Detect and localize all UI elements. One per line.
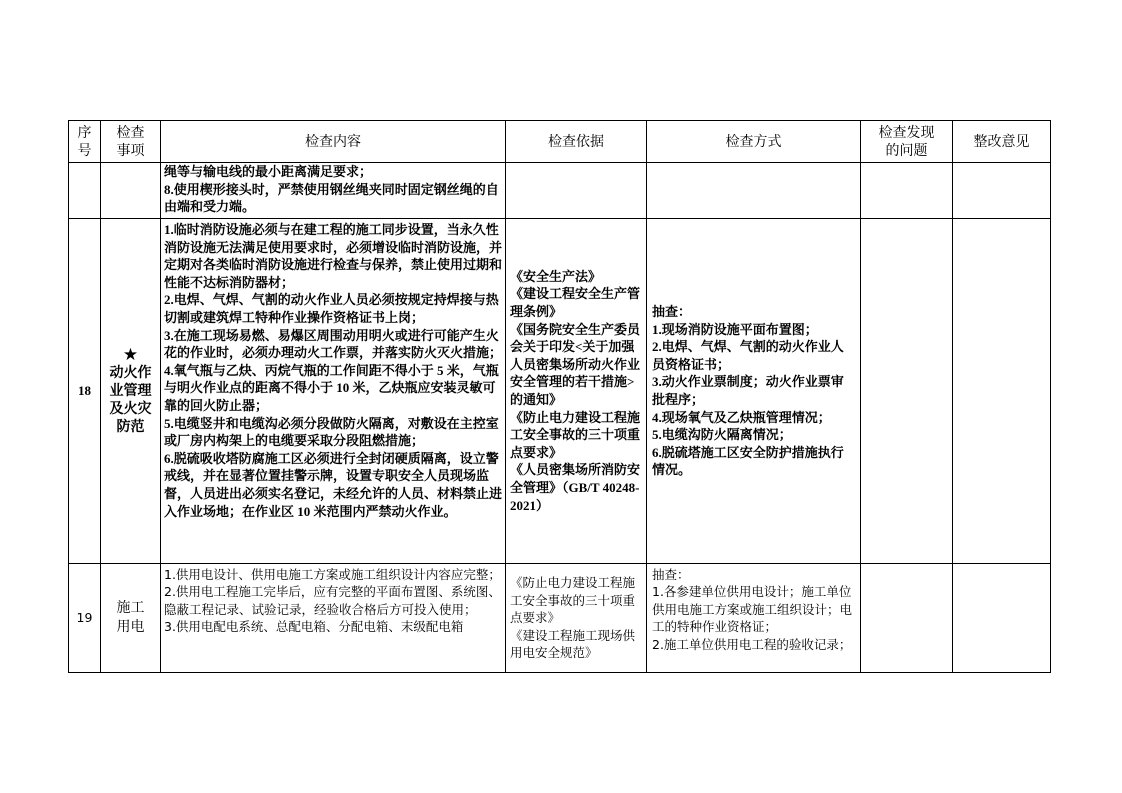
row-item: 动火作业管理及火灾防范 xyxy=(109,365,152,435)
method-item: 6.脱硫塔施工区安全防护措施执行情况。 xyxy=(652,444,844,478)
method-item: 2.电焊、气焊、气割的动火作业人员资格证书； xyxy=(652,339,844,372)
table-row xyxy=(69,219,1051,564)
row-issues-cell xyxy=(861,219,953,564)
header-content: 检查内容 xyxy=(161,121,506,163)
row-content-cell xyxy=(161,219,506,564)
content-item: 6.脱硫吸收塔防腐施工区必须进行全封闭硬质隔离，设立警戒线，并在显著位置挂警示牌，设置专职安全人员现场监督，人员进出必须实名登记，未经允许的人员、材料禁止进入作业场地；在作业区 10 米范围内严禁动火作业。 xyxy=(164,450,502,519)
basis-item: 《安全生产法》 xyxy=(510,268,602,284)
row-issues-cell xyxy=(861,564,953,673)
row-rectification-cell xyxy=(953,564,1051,673)
content-item: 8.使用楔形接头时，严禁使用钢丝绳夹同时固定钢丝绳的自由端和受力端。 xyxy=(164,181,499,215)
header-method: 检查方式 xyxy=(647,121,861,163)
row-method-cell xyxy=(647,219,861,564)
header-item: 检查事项 xyxy=(101,121,161,163)
row-method-cell xyxy=(647,163,861,219)
row-basis-cell xyxy=(506,564,647,673)
row-basis-cell xyxy=(506,219,647,564)
table-row xyxy=(69,564,1051,673)
row-rectification-cell xyxy=(953,219,1051,564)
method-item: 4.现场氧气及乙炔瓶管理情况； xyxy=(652,409,831,425)
row-content-cell xyxy=(161,564,506,673)
content-item: 3.在施工现场易燃、易爆区周围动用明火或进行可能产生火花的作业时，必须办理动火工作票，并落实防火灭火措施； xyxy=(164,327,502,361)
header-rectification: 整改意见 xyxy=(953,121,1051,163)
row-item-cell xyxy=(101,163,161,219)
row-no-cell xyxy=(69,163,101,219)
basis-item: 《人员密集场所消防安全管理》（GB/T 40248-2021） xyxy=(510,462,641,513)
row-item: 施工用电 xyxy=(101,564,161,673)
row-method-cell xyxy=(647,564,861,673)
method-item: 抽查： xyxy=(652,567,690,582)
header-row xyxy=(69,121,1051,163)
row-no: 19 xyxy=(69,564,101,673)
method-item: 抽查： xyxy=(652,304,692,320)
row-issues-cell xyxy=(861,163,953,219)
row-basis-cell xyxy=(506,163,647,219)
content-item: 4.氧气瓶与乙炔、丙烷气瓶的工作间距不得小于 5 米，气瓶与明火作业点的距离不得小于 10 米，乙炔瓶应安装灵敏可靠的回火防止器； xyxy=(164,362,499,413)
row-rectification-cell xyxy=(953,163,1051,219)
header-no: 序号 xyxy=(69,121,101,163)
content-item: 2.供用电工程施工完毕后，应有完整的平面布置图、系统图、隐蔽工程记录、试验记录，经验收合格后方可投入使用； xyxy=(164,584,501,617)
basis-item: 《建设工程安全生产管理条例》 xyxy=(510,286,641,320)
content-item: 3.供用电配电系统、总配电箱、分配电箱、末级配电箱 xyxy=(164,619,464,635)
basis-item: 《防止电力建设工程施工安全事故的三十项重点要求》 xyxy=(510,409,641,460)
row-no: 18 xyxy=(69,219,101,564)
content-item: 2.电焊、气焊、气割的动火作业人员必须按规定持焊接与热切割或建筑焊工特种作业操作资格证书上岗； xyxy=(164,292,499,325)
star-icon xyxy=(109,346,152,365)
content-item: 1.供用电设计、供用电施工方案或施工组织设计内容应完整； xyxy=(164,567,501,582)
method-item: 1.现场消防设施平面布置图； xyxy=(652,321,818,337)
row-item-cell xyxy=(101,219,161,564)
row-content-cell xyxy=(161,163,506,219)
method-item: 2.施工单位供用电工程的验收记录； xyxy=(652,636,852,652)
method-item: 5.电缆沟防火隔离情况； xyxy=(652,427,792,443)
basis-item: 《国务院安全生产委员会关于印发<关于加强人员密集场所动火作业安全管理的若干措施>的通知》 xyxy=(510,321,641,407)
content-item: 5.电缆竖井和电缆沟必须分段做防火隔离，对敷设在主控室或厂房内构架上的电缆要采取分段阻燃措施； xyxy=(164,415,499,449)
content-item: 绳等与输电线的最小距离满足要求； xyxy=(164,164,373,179)
basis-item: 《建设工程施工现场供用电安全规范》 xyxy=(510,627,636,661)
content-item: 1.临时消防设施必须与在建工程的施工同步设置，当永久性消防设施无法满足使用要求时，必须增设临时消防设施，并定期对各类临时消防设施进行检查与保养，禁止使用过期和性能不达标消防器材； xyxy=(164,222,502,290)
inspection-table xyxy=(68,120,1051,673)
header-issues: 检查发现的问题 xyxy=(861,121,953,163)
basis-item: 《防止电力建设工程施工安全事故的三十项重点要求》 xyxy=(510,575,636,626)
method-item: 1.各参建单位供用电设计；施工单位供用电施工方案或施工组织设计；电工的特种作业资格证； xyxy=(652,584,853,635)
header-basis: 检查依据 xyxy=(506,121,647,163)
table-row xyxy=(69,163,1051,219)
method-item: 3.动火作业票制度；动火作业票审批程序； xyxy=(652,374,844,407)
